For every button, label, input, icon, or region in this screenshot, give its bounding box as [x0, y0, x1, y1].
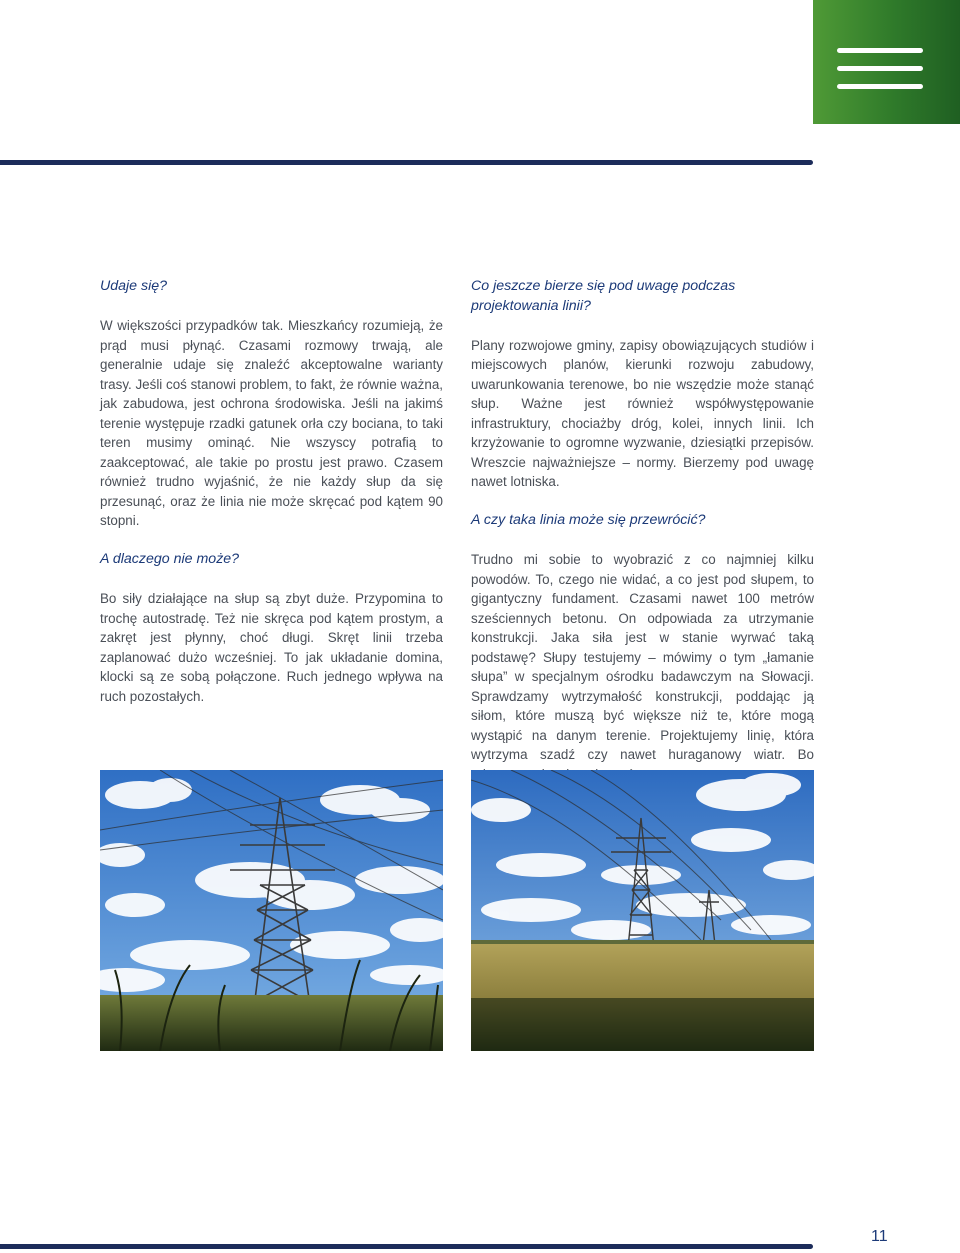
paragraph: Trudno mi sobie to wyobrazić z co najmniej kilku powodów. To, czego nie widać, a co jest pod słupem, to gigantyczny fundament. Czasami nawet 100 metrów sześciennych betonu. On odpowiada za utrzymanie konstrukcji. Jaka siła jest w stanie wyrwać taką podstawę? Słupy testujemy – mówimy o tym „łamanie słupa” w specjalnym ośrodku badawczym na Słowacji. Sprawdzamy wytrzymałość konstrukcji, poddając ją siłom, które muszą być większe niż te, które mogą wystąpić na danym terenie. Projektujemy linię, która wytrzyma szadź czy nawet huraganowy wiatr. Bo	[471, 552, 814, 762]
paragraph: W większości przypadków tak. Mieszkańcy rozumieją, że prąd musi płynąć. Czasami rozmowy trwają, ale generalnie udaje się znaleźć akceptowalne warianty trasy. Jeśli coś stanowi problem, to fakt, że równie ważna, jak zabudowa, jest ochrona środowiska. Jeśli na jakimś terenie występuje rzadki gatunek orła czy bociana, to taki teren musimy ominąć. Nie wszyscy potrafią to zaakceptować, ale takie po prostu jest prawo. Czasem również trudno wyjaśnić, że nie każdy słup da się przesunąć, oraz że linia nie może skręcać pod kątem 90 stopni.	[100, 318, 443, 528]
bottom-rule	[0, 1244, 813, 1249]
question-heading: A dlaczego nie może?	[100, 551, 240, 567]
page-number: 11	[871, 1228, 888, 1245]
right-column	[471, 277, 814, 804]
question-heading: Udaje się?	[100, 278, 168, 294]
question-heading: Co jeszcze bierze się pod uwagę podczas projektowania linii?	[471, 278, 736, 314]
menu-block[interactable]	[813, 0, 960, 124]
paragraph: Plany rozwojowe gminy, zapisy obowiązujących studiów i miejscowych planów, kierunki rozwoju zabudowy, uwarunkowania terenowe, bo nie wszędzie może stanąć słup. Ważne jest również współwystępowanie infrastruktury, chociażby dróg, kolei, innych linii. Ich krzyżowanie to ogromne wyzwanie, dziesiątki przepisów. Wreszcie najważniejsze – normy. Bierzemy pod uwagę nawet lotniska.	[471, 337, 814, 489]
pylon-photo-left	[100, 770, 443, 1051]
paragraph: Bo siły działające na słup są zbyt duże. Przypomina to trochę autostradę. Też nie skręca pod kątem prostym, a zakręt jest płynny, choć długi. Skręt linii trzeba zaplanować dużo wcześniej. To jak układanie domina, klocki są ze sobą połączone. Ruch jednego wpływa na ruch pozostałych.	[100, 591, 443, 704]
top-rule	[0, 160, 813, 165]
pylon-photo-right	[471, 770, 814, 1051]
question-heading: A czy taka linia może się przewrócić?	[471, 512, 706, 528]
left-column	[100, 277, 443, 726]
